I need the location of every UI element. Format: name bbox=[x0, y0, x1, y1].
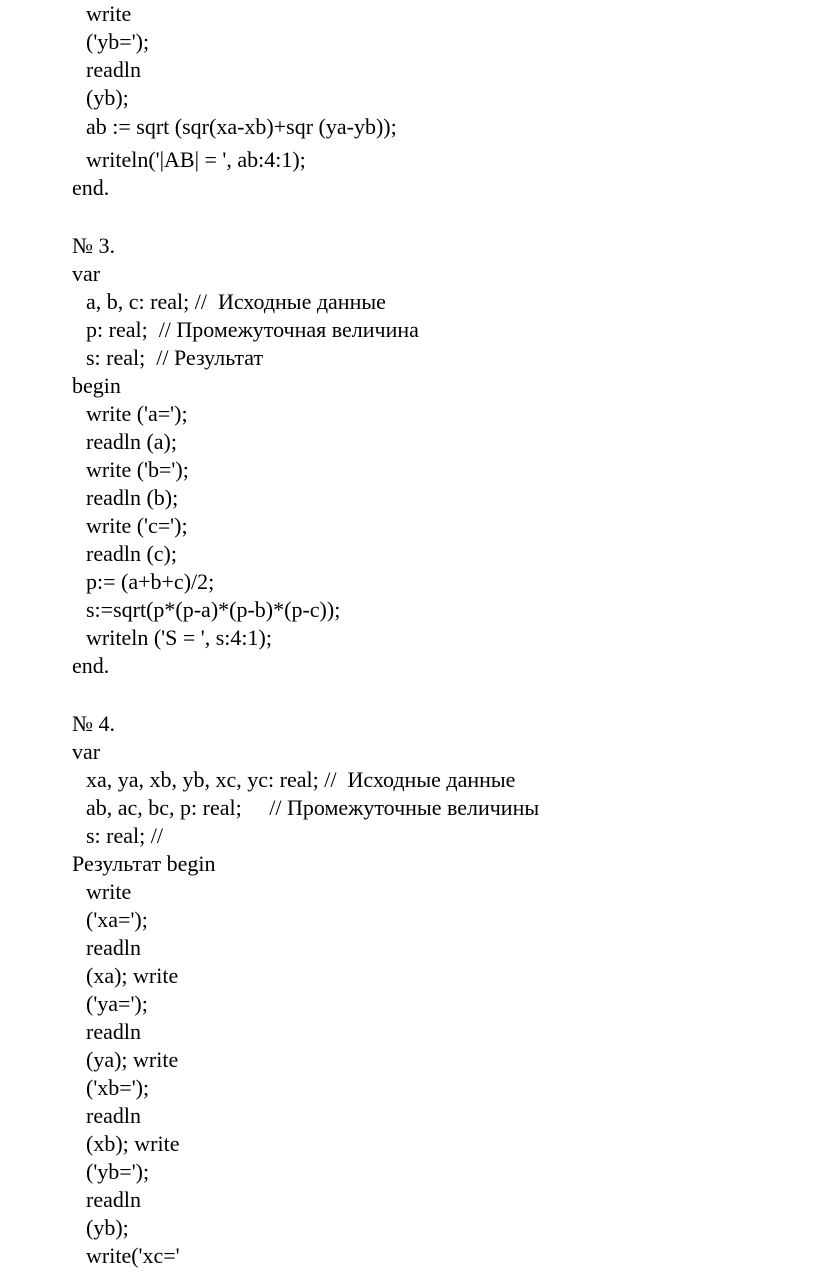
code-line: (ya); write bbox=[86, 1047, 179, 1072]
code-line: readln bbox=[86, 1103, 141, 1128]
code-line: readln bbox=[86, 935, 141, 960]
code-line: (xb); write bbox=[86, 1131, 180, 1156]
code-line: ('xb='); bbox=[86, 1075, 150, 1100]
task4-heading: № 4. bbox=[72, 711, 115, 736]
code-line: end. bbox=[72, 175, 110, 200]
code-line: xa, ya, xb, yb, xc, yc: real; // Исходные данные bbox=[86, 767, 516, 792]
code-line: ('xa='); bbox=[86, 907, 148, 932]
code-line: writeln ('S = ', s:4:1); bbox=[86, 625, 272, 650]
code-line: write ('b='); bbox=[86, 457, 189, 482]
code-line: begin bbox=[72, 373, 121, 398]
code-line: s: real; // Результат bbox=[86, 345, 264, 370]
code-line: readln (a); bbox=[86, 429, 177, 454]
code-line: write ('a='); bbox=[86, 401, 188, 426]
code-line: readln bbox=[86, 1187, 141, 1212]
code-line: write bbox=[86, 1, 132, 26]
code-line: p:= (a+b+c)/2; bbox=[86, 569, 215, 594]
code-line: p: real; // Промежуточная величина bbox=[86, 317, 419, 342]
code-line: readln (b); bbox=[86, 485, 179, 510]
code-line: var bbox=[72, 261, 101, 286]
code-line: ('ya='); bbox=[86, 991, 148, 1016]
code-line: ab := sqrt (sqr(xa-xb)+sqr (ya-yb)); bbox=[86, 114, 397, 139]
code-line: readln (c); bbox=[86, 541, 177, 566]
code-line: Результат begin bbox=[72, 851, 216, 876]
code-line: s: real; // bbox=[86, 823, 163, 848]
code-line: ('yb='); bbox=[86, 29, 150, 54]
code-line: (xa); write bbox=[86, 963, 179, 988]
code-line: ab, ac, bc, p: real; // Промежуточные величины bbox=[86, 795, 540, 820]
code-line: (yb); bbox=[86, 85, 129, 110]
code-line: readln bbox=[86, 57, 141, 82]
code-line: readln bbox=[86, 1019, 141, 1044]
code-line: ('yb='); bbox=[86, 1159, 150, 1184]
code-line: s:=sqrt(p*(p-a)*(p-b)*(p-c)); bbox=[86, 597, 341, 622]
code-line: (yb); bbox=[86, 1215, 129, 1240]
code-line: write('xc=' bbox=[86, 1243, 180, 1268]
task3-heading: № 3. bbox=[72, 233, 115, 258]
code-line: write ('c='); bbox=[86, 513, 188, 538]
code-line: end. bbox=[72, 653, 110, 678]
code-line: a, b, c: real; // Исходные данные bbox=[86, 289, 386, 314]
code-line: write bbox=[86, 879, 132, 904]
code-line: var bbox=[72, 739, 101, 764]
code-line: writeln('|AB| = ', ab:4:1); bbox=[86, 147, 306, 172]
